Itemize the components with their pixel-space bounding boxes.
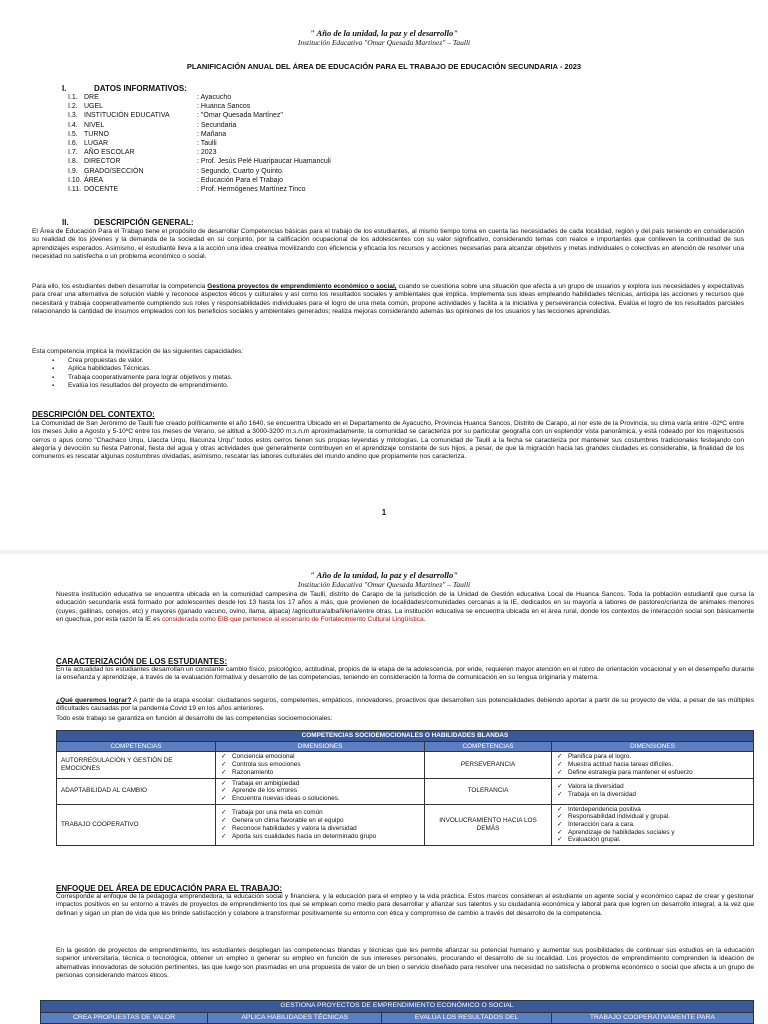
dimension-item: ✓ Razonamiento	[220, 769, 420, 777]
dimension-item: ✓ Interdependencia positiva	[556, 806, 749, 814]
info-value: : Prof. Jesús Pelé Huaripaucar Huamanculi	[197, 158, 331, 166]
dimension-item: ✓ Interacción cara a cara.	[556, 821, 749, 829]
capacity-item: ▪ Aplica habilidades Técnicas.	[38, 365, 233, 373]
dimension-item: ✓ Aporta sus cualidades hacia un determinado grupo	[220, 833, 420, 841]
page-2-header	[0, 570, 768, 589]
socioemotional-table-caption: COMPETENCIAS SOCIOEMOCIONALES O HABILIDADES BLANDAS	[57, 731, 754, 742]
page-number: 1	[381, 508, 387, 517]
section-2-title: DESCRIPCIÓN GENERAL:	[94, 218, 194, 227]
info-list	[68, 93, 331, 194]
competency-capacities-caption: GESTIONA PROYECTOS DE EMPRENDIMIENTO ECONÓMICO O SOCIAL	[41, 1001, 754, 1013]
info-number: I.7.	[68, 149, 78, 157]
document-title: PLANIFICACIÓN ANUAL DEL ÁREA DE EDUCACIÓN PARA EL TRABAJO DE EDUCACIÓN SECUNDARIA - 2023	[186, 62, 582, 71]
header-competencias-2: COMPETENCIAS	[425, 741, 552, 752]
institution-text: Nuestra institución educativa se encuentra ubicada en la comunidad campesina de Taulli, distrito de Carapo de la jurisdicción de la Unidad de Gestión educativa Local de Huanca Sancos. Toda la población estudiantil que cursa la educación secundaria está formado por adolescentes desde los 13 hasta los 17 años a más, que provienen de localidades/comunidades cercanas a la IE, dedicados en su mayoría a labores de pastoreo/crianza de animales menores (cuyes, gallinas, conejos, etc) y mayores (ganado vacuno, ovino, llama, alpaca) /agricultura/albañilería/entre otras. La institución educativa se encuentra ubicada en el área rural, donde los contextos de interacción social son básicamente en quechua, por esta razón la IE es	[56, 591, 754, 623]
dimensions-cell	[552, 752, 754, 778]
info-number: I.9.	[68, 167, 78, 175]
section-1-heading	[62, 84, 187, 93]
info-row	[68, 93, 331, 102]
dimensions-cell	[216, 752, 425, 778]
dimension-list	[556, 783, 749, 798]
table-row	[57, 752, 754, 778]
socioemotional-intro: Todo este trabajo se garantiza en función al desarrollo de las competencias socioemocionales:	[56, 715, 333, 722]
dimension-item: ✓ Aprende de los errores	[220, 787, 420, 795]
table-row	[57, 778, 754, 804]
socioemotional-table	[56, 730, 754, 846]
competency-cell: TOLERANCIA	[425, 778, 552, 804]
info-label: TURNO	[84, 130, 109, 138]
info-row	[68, 130, 331, 139]
info-value: : "Omar Quesada Martínez"	[197, 112, 283, 120]
header-motto: " Año de la unidad, la paz y el desarrollo"	[310, 28, 458, 38]
capacity-header-3: EVALÚA LOS RESULTADOS DEL	[382, 1012, 551, 1024]
info-label: GRADO/SECCIÓN	[84, 167, 144, 175]
info-number: I.5.	[68, 130, 78, 138]
dimension-item: ✓ Aprendizaje de habilidades sociales y	[556, 829, 749, 837]
info-number: I.3.	[68, 112, 78, 120]
competency-cell: PERSEVERANCIA	[425, 752, 552, 778]
context-paragraph: La Comunidad de San Jerónimo de Taulli fue creado políticamente el año 1640, se encuentra Ubicado en el Departamento de Ayacucho, Provincia Huanca Sancos, Distrito de Carapo, al nor este de la Provincia, su clima varía entre -02ºC entre los meses Julio a Agosto y 5-10ºC entre los meses de Verano, se altitud a 3000-3200 m.s.n.m aproximadamente, la comunidad se caracteriza por su particular geografía con un esplendor vista panorámica, y está rodeado por los majestuosos cerros o apus como "Chachaco Urqu, Llaccta Urqu, Illacunza Urqu" todos estos cerros tienen sus propias leyendas y mitologías. La comunidad de Taulli a la fecha se caracteriza por mantener sus costumbres tradicionales festejando con alegoría y devoción su fiesta Patronal, fiesta del agua y otras actividades que generalmente contribuyen en el aprendizaje constante de sus hijos, a pesar, de que la migración hacia las grandes ciudades es considerable, la finalidad de los comuneros es rescatar algunas costumbres olvidadas, asimismo, rescatar las labores culturales del mundo andino que propiamente nos caracteriza.	[32, 420, 744, 461]
info-value: : Secundaria	[197, 121, 237, 129]
focus-paragraph-2: En la gestión de proyectos de emprendimiento, los estudiantes despliegan las competencias blandas y técnicas que les permite afianzar su potencial humano y aumentar sus posibilidades de continuar sus estudios en la educación superior universitaria, técnica o tecnológica, obtener un empleo o generar su empleo en función de sus intereses personales, procurando el desarrollo de su localidad. Los proyectos de emprendimiento comprenden la ideación de alternativas innovadoras de solución pertinentes, las que luego son plasmadas en una propuesta de valor de un bien o servicio diseñado para resolver una necesidad no satisfecha o problema económico o social que afecta a un grupo de personas considerando marcos éticos.	[56, 947, 754, 979]
capacity-item: ▪ Crea propuestas de valor.	[38, 357, 233, 365]
info-number: I.2.	[68, 103, 78, 111]
goal-text: A partir de la etapa escolar: ciudadanos seguros, competentes, empáticos, innovadores, proactivos que desarrollen sus potencialidades debiendo aportar a partir de su proyecto de vida, a pesar de las múltiples dificultades causadas por la pandemia Covid 19 en los años anteriores.	[56, 697, 754, 713]
eib-highlight: considerada como EIB que pertenece al escenario de Fortalecimiento Cultural Lingüística.	[161, 615, 426, 623]
info-label: NIVEL	[84, 121, 105, 129]
dimension-item: ✓ Responsabilidad individual y grupal.	[556, 813, 749, 821]
characterization-paragraph: En la actualidad los estudiantes desarrollan un constante cambio físico, psicológico, actitudinal, propios de la etapa de la adolescencia, por ende, requieren mayor atención en el rubro de orientación vocacional y en el desempeño durante la enseñanza y aprendizaje, a través de la evaluación formativa y desarrollo de las competencias, teniendo en consideración la forma de comunicación en su lengua originaria y materna.	[56, 666, 754, 682]
focus-paragraph-1: Corresponde al enfoque de la pedagogía emprendedora, la educación social y financiera, y la educación para el empleo y la vida práctica. Estos marcos consideran al estudiante un agente social y económico capaz de crear y gestionar impactos positivos en su entorno a través de proyectos de emprendimiento los que se emplean como medio para desarrollar y afianzar sus talentos y su ciudadanía económica y laboral para que logren un desarrollo integral, a la vez que definan y sigan un plan de vida que les brinde satisfacción y colabore a transformar positivamente su entorno con ética y compromiso de cambio a través del desarrollo de la competencia.	[56, 893, 754, 917]
capacity-item: ▪ Evalúa los resultados del proyecto de emprendimiento.	[38, 382, 233, 390]
dimension-item: ✓ Conciencia emocional	[220, 753, 420, 761]
competency-name: Gestiona proyectos de emprendimiento económico o social,	[207, 283, 397, 290]
competency-cell: INVOLUCRAMIENTO HACIA LOS DEMÁS	[425, 804, 552, 846]
capacities-list	[38, 357, 233, 390]
info-number: I.8.	[68, 158, 78, 166]
characterization-heading: CARACTERIZACIÓN DE LOS ESTUDIANTES:	[56, 657, 228, 666]
info-row	[68, 176, 331, 185]
header-dimensiones-2: DIMENSIONES	[552, 741, 754, 752]
info-row	[68, 157, 331, 166]
dimensions-cell	[216, 804, 425, 846]
info-row	[68, 167, 331, 176]
competency-cell: ADAPTABILIDAD AL CAMBIO	[57, 778, 216, 804]
general-description-paragraph: El Área de Educación Para el Trabajo tiene el propósito de desarrollar Competencias básicas para el trabajo de los estudiantes, al mismo tiempo toma en cuenta las necesidades de cada localidad, región y del país teniendo en consideración su realidad de los jóvenes y la demanda de la sociedad en su conjunto, por la calificación ocupacional de los adolescentes con su valor significativo, considerando temas con realce e importantes que conlleven la continuidad de sus aprendizajes esperados. Asimismo, el estudiante lleva a la acción una idea creativa movilizando con eficiencia y eficacia los recursos y acciones necesarias para alcanzar objetivos y metas individuales o colectivas en atención de resolver una necesidad no satisfecha o un problema económico o social.	[32, 228, 744, 260]
dimensions-cell	[216, 778, 425, 804]
context-heading: DESCRIPCIÓN DEL CONTEXTO:	[32, 410, 155, 419]
table-row	[57, 804, 754, 846]
info-number: I.6.	[68, 140, 78, 148]
info-value: : 2023	[197, 149, 217, 157]
dimension-item: ✓ Valora la diversidad	[556, 783, 749, 791]
info-value: : Prof. Hermógenes Martínez Tinco	[197, 186, 306, 194]
institution-paragraph	[56, 591, 754, 624]
capacity-item: ▪ Trabaja cooperativamente para lograr objetivos y metas.	[38, 374, 233, 382]
info-value: : Mañana	[197, 130, 227, 138]
info-number: I.4.	[68, 121, 78, 129]
dimension-item: ✓ Planifica para el logro.	[556, 753, 749, 761]
info-label: DIRECTOR	[84, 158, 121, 166]
header-dimensiones-1: DIMENSIONES	[216, 741, 425, 752]
header-competencias-1: COMPETENCIAS	[57, 741, 216, 752]
dimension-item: ✓ Controla sus emociones	[220, 761, 420, 769]
dimension-list	[556, 753, 749, 776]
competency-cell: AUTORREGULACIÓN Y GESTIÓN DE EMOCIONES	[57, 752, 216, 778]
header-institution: Institución Educativa "Omar Quesada Martinez" – Taulli	[297, 38, 471, 47]
info-row	[68, 102, 331, 111]
info-row	[68, 148, 331, 157]
dimension-list	[556, 806, 749, 845]
info-number: I.1.	[68, 94, 78, 101]
dimension-item: ✓ Genera un clima favorable en el equipo	[220, 817, 420, 825]
competency-paragraph	[32, 283, 744, 316]
info-value: : Ayacucho	[197, 94, 232, 101]
section-1-title: DATOS INFORMATIVOS:	[94, 84, 187, 93]
goal-question: ¿Qué queremos lograr?	[56, 697, 132, 704]
info-label: ÁREA	[84, 176, 104, 184]
info-row	[68, 121, 331, 130]
competency-text-b: cuando se cuestiona sobre una situación que afecta a un grupo de usuarios y explora sus necesidades y expectativas para crear una alternativa de solución viable y reconoce aspectos éticos y culturales y así como los resultados sociales y ambientales que implica. Implementa sus ideas empleando habilidades técnicas, anticipa las acciones y recursos que necesitará y trabaja cooperativamente cumpliendo sus roles y responsabilidades individuales para el logro de una meta común, propone actividades y facilita a la iniciativa y perseverancia colectiva. Evalúa el logro de los resultados parciales relacionando la cantidad de insumos empleados con los beneficios sociales y ambientales generados; realiza mejoras considerando además las opiniones de los usuarios y las lecciones aprendidas.	[32, 283, 744, 315]
dimension-item: ✓ Trabaja por una meta en común	[220, 809, 420, 817]
info-label: LUGAR	[84, 140, 109, 148]
capacity-header-2: APLICA HABILIDADES TÉCNICAS	[208, 1012, 382, 1024]
info-number: I.10.	[68, 176, 82, 184]
section-2-heading	[62, 218, 194, 227]
info-label: DOCENTE	[84, 186, 119, 194]
dimension-item: ✓ Trabaja en ambigüedad	[220, 780, 420, 788]
dimension-item: ✓ Encuentra nuevas ideas o soluciones.	[220, 795, 420, 803]
info-number: I.11.	[68, 186, 82, 194]
section-2-number: II.	[62, 218, 69, 227]
info-value: : Educación Para el Trabajo	[197, 176, 283, 184]
competency-cell: TRABAJO COOPERATIVO	[57, 804, 216, 846]
dimension-item: ✓ Trabaja en la diversidad	[556, 791, 749, 799]
capacity-header-1: CREA PROPUESTAS DE VALOR	[41, 1012, 208, 1024]
dimension-list	[220, 753, 420, 776]
dimension-item: ✓ Reconoce habilidades y valora la diversidad	[220, 825, 420, 833]
info-label: UGEL	[84, 103, 104, 111]
dimension-item: ✓ Muestra actitud hacia tareas difíciles.	[556, 761, 749, 769]
competency-capacities-table	[40, 1000, 754, 1024]
dimension-list	[220, 809, 420, 840]
dimensions-cell	[552, 778, 754, 804]
competency-text-a: Para ello, los estudiantes deben desarrollar la competencia	[32, 283, 208, 290]
info-value: : Segundo, Cuarto y Quinto.	[197, 167, 284, 175]
capacity-header-4: TRABAJO COOPERATIVAMENTE PARA	[551, 1012, 753, 1024]
info-row	[68, 111, 331, 120]
page-header	[0, 28, 768, 47]
info-label: AÑO ESCOLAR	[84, 149, 135, 157]
dimension-item: ✓ Define estrategia para mantener el esfuerzo	[556, 769, 749, 777]
info-value: : Taulli	[197, 140, 217, 148]
goal-paragraph	[56, 697, 754, 714]
dimensions-cell	[552, 804, 754, 846]
info-value: : Huanca Sancos	[197, 103, 251, 111]
info-row	[68, 139, 331, 148]
capacities-intro: Esta competencia implica la movilización de las siguientes capacidades:	[32, 348, 244, 355]
info-row	[68, 185, 331, 194]
header-institution-2: Institución Educativa "Omar Quesada Martinez" – Taulli	[297, 580, 471, 589]
focus-heading: ENFOQUE DEL ÁREA DE EDUCACIÓN PARA EL TRABAJO:	[56, 884, 283, 893]
section-1-number: I.	[62, 84, 67, 93]
info-label: DRE	[84, 94, 99, 101]
header-motto-2: " Año de la unidad, la paz y el desarrollo"	[310, 570, 458, 580]
info-label: INSTITUCIÓN EDUCATIVA	[84, 112, 170, 120]
dimension-list	[220, 780, 420, 803]
dimension-item: ✓ Evaluación grupal.	[556, 836, 749, 844]
